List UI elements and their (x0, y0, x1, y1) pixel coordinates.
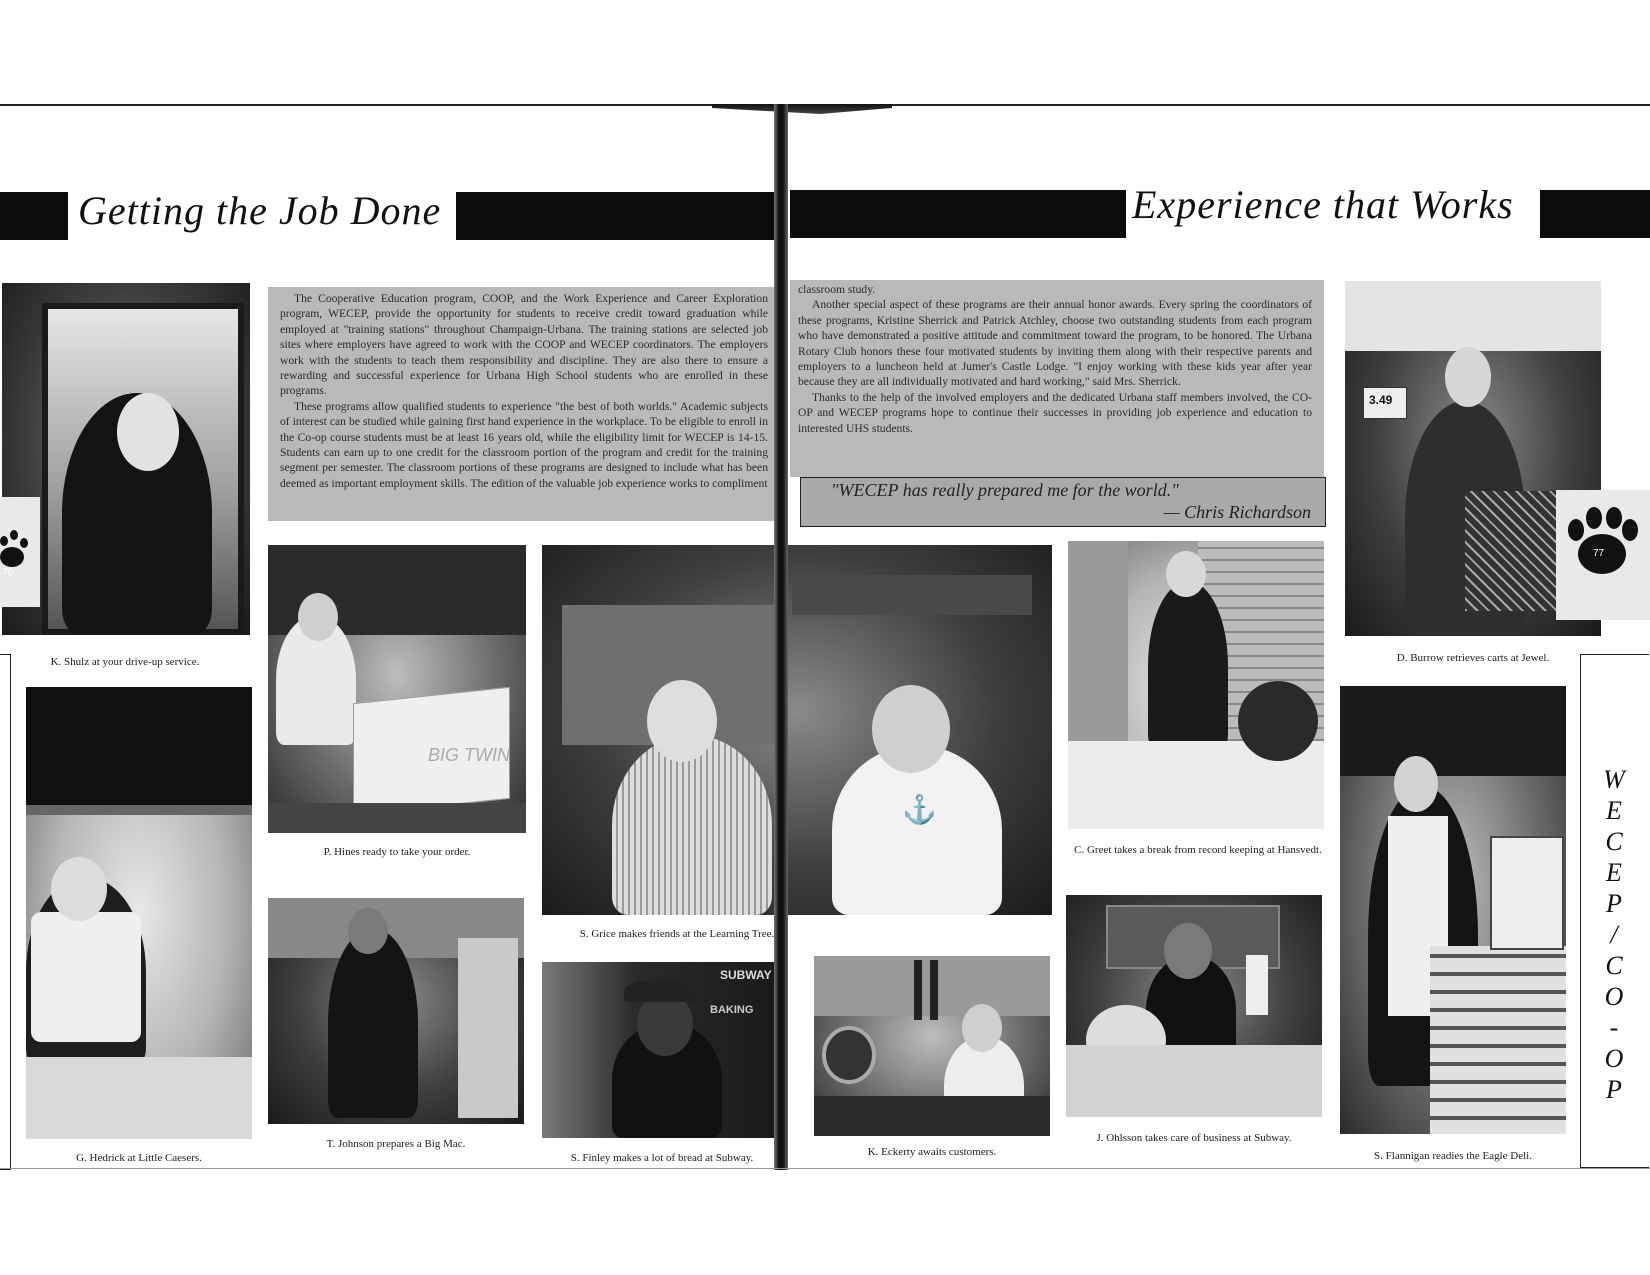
caption-shulz: K. Shulz at your drive-up service. (50, 656, 200, 668)
subway-sign: SUBWAY (720, 968, 772, 982)
paw-print-icon (0, 497, 40, 607)
side-label-wecep-coop (1594, 764, 1634, 1105)
side-label-letter: P (1606, 1075, 1622, 1104)
left-page-number: 76 (2, 567, 14, 578)
side-label-letter: W (1603, 765, 1625, 794)
title-bar-right-a (790, 190, 1126, 238)
title-bar-right-b (1540, 190, 1650, 238)
right-paragraph-3: Thanks to the help of the involved employers and the dedicated Urbana staff members involved, the CO-OP and WECEP programs hope to continue their successes in providing job experience and education to interested UHS students. (798, 390, 1312, 435)
caption-hines: P. Hines ready to take your order. (323, 846, 471, 858)
side-label-letter: O (1604, 982, 1624, 1011)
caption-finley: S. Finley makes a lot of bread at Subway. (570, 1152, 754, 1164)
photo-johnson (268, 898, 524, 1124)
left-paragraph-1: The Cooperative Education program, COOP, and the Work Experience and Career Exploration program, WECEP, provide the opportunity for students to receive credit toward graduation while employed at "training stations" throughout Champaign-Urbana. The training stations are selected job sites where employers have agreed to work with the COOP and WECEP coordinators. The employers work with the students to teach them responsibility and discipline. They are also there to ensure a rewarding and successful experience for Urbana High School students who are enrolled in these programs. (280, 292, 768, 398)
caption-ohlsson: J. Ohlsson takes care of business at Subway. (1096, 1132, 1292, 1144)
side-label-letter: P (1606, 889, 1622, 918)
side-label-letter: C (1605, 827, 1623, 856)
quote-text: "WECEP has really prepared me for the world." (831, 480, 1179, 500)
paw-card-right (1556, 490, 1650, 620)
side-label-letter: / (1610, 920, 1618, 949)
left-body-text (268, 287, 774, 521)
paw-card-left (0, 497, 40, 607)
right-page-number: 77 (1593, 548, 1605, 559)
caption-burrow: D. Burrow retrieves carts at Jewel. (1396, 652, 1550, 664)
page-gutter (774, 104, 788, 1170)
caption-greet: C. Greet takes a break from record keeping at Hansvedt. (1074, 844, 1322, 856)
right-paragraph-2: Another special aspect of these programs are their annual honor awards. Every spring the coordinators of these programs, Kristine Sherrick and Patrick Atchley, choose two outstanding students from each program who have demonstrated a positive attitude and commitment toward the program, to be honored. The Urbana Rotary Club honors these four motivated students by inviting them along with their respective parents and employers to a luncheon held at Jumer's Castle Lodge. "I enjoy working with these kids year after year because they are all individually motivated and hard working," said Mrs. Sherrick. (798, 298, 1312, 389)
photo-finley (542, 962, 776, 1138)
gutter-shadow-top (712, 104, 892, 114)
photo-greet (1068, 541, 1324, 829)
photo-ohlsson (1066, 895, 1322, 1117)
left-page-title: Getting the Job Done (78, 188, 442, 233)
side-label-letter: - (1609, 1013, 1619, 1042)
anchor-icon: ⚓ (902, 795, 937, 826)
title-bar-left-b (456, 192, 776, 240)
side-label-letter: C (1605, 951, 1623, 980)
caption-grice: S. Grice makes friends at the Learning Tree. (579, 928, 775, 940)
photo-grice (542, 545, 1052, 915)
caption-flannigan: S. Flannigan readies the Eagle Deli. (1374, 1150, 1532, 1162)
side-label-letter: E (1606, 796, 1622, 825)
right-paragraph-1: classroom study. (798, 283, 876, 296)
caption-johnson: T. Johnson prepares a Big Mac. (326, 1138, 466, 1150)
right-body-text (790, 280, 1324, 477)
quote-box (800, 477, 1326, 527)
photo-hedrick (26, 687, 252, 1139)
quote-author: — Chris Richardson (1163, 502, 1311, 522)
side-label-letter: O (1604, 1044, 1624, 1073)
side-label-letter: E (1606, 858, 1622, 887)
caption-hedrick: G. Hedrick at Little Caesers. (76, 1152, 202, 1164)
photo-flannigan (1340, 686, 1566, 1134)
baking-sign: BAKING (710, 1004, 754, 1016)
photo-hines (268, 545, 526, 833)
photo-eckerty (814, 956, 1050, 1136)
spread-bottom-edge (0, 1168, 1650, 1169)
right-page-title: Experience that Works (1132, 182, 1514, 227)
caption-eckerty: K. Eckerty awaits customers. (867, 1146, 997, 1158)
left-paragraph-2: These programs allow qualified students to experience "the best of both worlds." Academic subjects of interest can be studied while gaining first hand experience in the workplace. To be eligible to enroll in the Co-op course students must be at least 16 years old, while the eligibility limit for WECEP is 14-15. Students can earn up to one credit for the classroom portion of the program and credit for the training segment per semester. The classroom portions of these programs are designed to include what has been deemed as important employment skills. The edition of the valuable job experience works to compliment (280, 399, 768, 490)
left-side-frame (0, 654, 11, 1170)
price-sign: 3.49 (1369, 393, 1393, 407)
bigtwin-sign: BIG TWIN (428, 745, 510, 765)
title-bar-left-a (0, 192, 68, 240)
